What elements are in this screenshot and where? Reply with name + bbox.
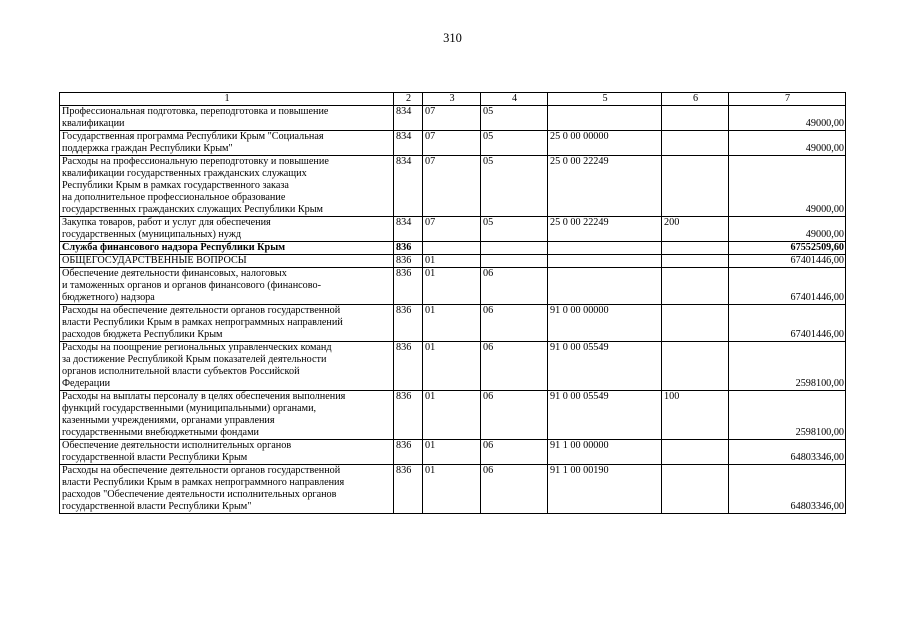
row-name-cell [60,268,394,305]
row-expense-type-code [662,106,729,131]
row-target-code: 91 1 00 00000 [548,440,662,465]
row-amount: 49000,00 [729,217,846,242]
row-target-code: 91 1 00 00190 [548,465,662,514]
row-section-code: 01 [423,305,481,342]
row-expense-type-code [662,131,729,156]
row-name-line: ОБЩЕГОСУДАРСТВЕННЫЕ ВОПРОСЫ [62,255,247,266]
row-name-line: Расходы на обеспечение деятельности органов государственной [62,305,341,316]
table-row [60,305,846,342]
row-name-line: бюджетного) надзора [62,292,155,303]
row-chapter-code: 836 [394,465,423,514]
row-section-code: 01 [423,268,481,305]
row-name-line: казенными учреждениями, органами управления [62,415,275,426]
table-row [60,465,846,514]
row-target-code: 91 0 00 00000 [548,305,662,342]
row-name-cell [60,255,394,268]
row-name-cell [60,305,394,342]
row-name-cell [60,465,394,514]
row-chapter-code: 836 [394,268,423,305]
row-name-line: Закупка товаров, работ и услуг для обеспечения [62,217,271,228]
table-row [60,255,846,268]
row-name-line: Обеспечение деятельности исполнительных органов [62,440,292,451]
row-target-code [548,255,662,268]
row-name-line: на дополнительное профессиональное образование [62,192,286,203]
row-section-code: 01 [423,391,481,440]
row-name-line: государственных гражданских служащих Республики Крым [62,204,323,215]
row-name-line: Федерации [62,378,111,389]
row-name-cell [60,131,394,156]
row-subsection-code: 05 [481,156,548,217]
row-name-line: Расходы на поощрение региональных управленческих команд [62,342,332,353]
row-name-line: расходов бюджета Республики Крым [62,329,223,340]
table-row [60,131,846,156]
row-amount: 64803346,00 [729,440,846,465]
row-subsection-code: 05 [481,131,548,156]
row-name-line: государственными внебюджетными фондами [62,427,259,438]
row-name-line: за достижение Республикой Крым показателей деятельности [62,354,327,365]
row-expense-type-code [662,440,729,465]
row-target-code [548,242,662,255]
row-subsection-code [481,242,548,255]
row-chapter-code: 834 [394,217,423,242]
table-row [60,156,846,217]
header-cell: 5 [548,93,662,106]
table-row [60,106,846,131]
header-cell: 7 [729,93,846,106]
row-section-code: 01 [423,342,481,391]
row-chapter-code: 834 [394,156,423,217]
table-row [60,242,846,255]
row-name-line: государственной власти Республики Крым" [62,501,252,512]
row-name-line: квалификации [62,118,125,129]
row-expense-type-code [662,305,729,342]
row-subsection-code: 06 [481,342,548,391]
row-section-code: 01 [423,440,481,465]
row-amount: 67401446,00 [729,305,846,342]
row-subsection-code: 05 [481,106,548,131]
row-name-cell [60,242,394,255]
row-name-line: государственной власти Республики Крым [62,452,248,463]
row-name-cell [60,342,394,391]
row-name-line: поддержка граждан Республики Крым" [62,143,233,154]
row-chapter-code: 836 [394,255,423,268]
page-number: 310 [443,31,462,45]
row-name-cell [60,156,394,217]
row-section-code: 07 [423,156,481,217]
row-expense-type-code [662,268,729,305]
header-cell: 3 [423,93,481,106]
row-name-line: расходов "Обеспечение деятельности исполнительных органов [62,489,337,500]
table-header-row [60,93,846,106]
row-section-code: 07 [423,106,481,131]
row-section-code: 07 [423,217,481,242]
row-amount: 49000,00 [729,131,846,156]
row-target-code: 25 0 00 00000 [548,131,662,156]
table-row [60,217,846,242]
row-chapter-code: 834 [394,106,423,131]
budget-table [59,92,846,514]
row-expense-type-code [662,242,729,255]
table-row [60,391,846,440]
row-expense-type-code [662,342,729,391]
header-cell: 2 [394,93,423,106]
row-amount: 2598100,00 [729,391,846,440]
row-amount: 67401446,00 [729,268,846,305]
row-subsection-code: 06 [481,440,548,465]
row-target-code [548,106,662,131]
row-name-line: квалификации государственных гражданских служащих [62,168,307,179]
row-target-code: 25 0 00 22249 [548,156,662,217]
row-section-code: 01 [423,465,481,514]
row-expense-type-code [662,255,729,268]
row-name-cell [60,440,394,465]
row-subsection-code: 06 [481,305,548,342]
row-name-line: Обеспечение деятельности финансовых, налоговых [62,268,287,279]
row-amount: 49000,00 [729,156,846,217]
row-name-line: Расходы на выплаты персоналу в целях обеспечения выполнения [62,391,346,402]
row-name-line: Республики Крым в рамках государственного заказа [62,180,289,191]
row-name-line: органов исполнительной власти субъектов Российской [62,366,300,377]
row-section-code: 07 [423,131,481,156]
row-name-cell [60,106,394,131]
row-subsection-code: 05 [481,217,548,242]
row-name-line: и таможенных органов и органов финансового (финансово- [62,280,321,291]
row-amount: 67401446,00 [729,255,846,268]
row-expense-type-code [662,156,729,217]
row-section-code [423,242,481,255]
row-target-code [548,268,662,305]
row-name-line: государственных (муниципальных) нужд [62,229,242,240]
row-chapter-code: 836 [394,242,423,255]
row-name-line: Расходы на обеспечение деятельности органов государственной [62,465,341,476]
row-amount: 67552509,60 [729,242,846,255]
row-name-line: Расходы на профессиональную переподготовку и повышение [62,156,329,167]
table-row [60,268,846,305]
row-expense-type-code [662,465,729,514]
row-chapter-code: 836 [394,391,423,440]
row-target-code: 25 0 00 22249 [548,217,662,242]
row-name-cell [60,217,394,242]
row-name-cell [60,391,394,440]
row-expense-type-code: 200 [662,217,729,242]
header-cell: 1 [60,93,394,106]
header-cell: 6 [662,93,729,106]
row-subsection-code [481,255,548,268]
header-cell: 4 [481,93,548,106]
row-amount: 2598100,00 [729,342,846,391]
row-subsection-code: 06 [481,465,548,514]
table-row [60,440,846,465]
row-name-line: власти Республики Крым в рамках непрограммного направления [62,477,345,488]
row-section-code: 01 [423,255,481,268]
row-name-line: Служба финансового надзора Республики Крым [62,242,286,253]
row-target-code: 91 0 00 05549 [548,391,662,440]
row-amount: 49000,00 [729,106,846,131]
row-name-line: функций государственными (муниципальными) органами, [62,403,317,414]
row-chapter-code: 836 [394,440,423,465]
row-chapter-code: 836 [394,305,423,342]
row-expense-type-code: 100 [662,391,729,440]
row-name-line: власти Республики Крым в рамках непрограммных направлений [62,317,343,328]
table-row [60,342,846,391]
row-subsection-code: 06 [481,391,548,440]
row-amount: 64803346,00 [729,465,846,514]
row-subsection-code: 06 [481,268,548,305]
row-chapter-code: 834 [394,131,423,156]
row-target-code: 91 0 00 05549 [548,342,662,391]
row-name-line: Профессиональная подготовка, переподготовка и повышение [62,106,329,117]
row-name-line: Государственная программа Республики Крым "Социальная [62,131,324,142]
row-chapter-code: 836 [394,342,423,391]
